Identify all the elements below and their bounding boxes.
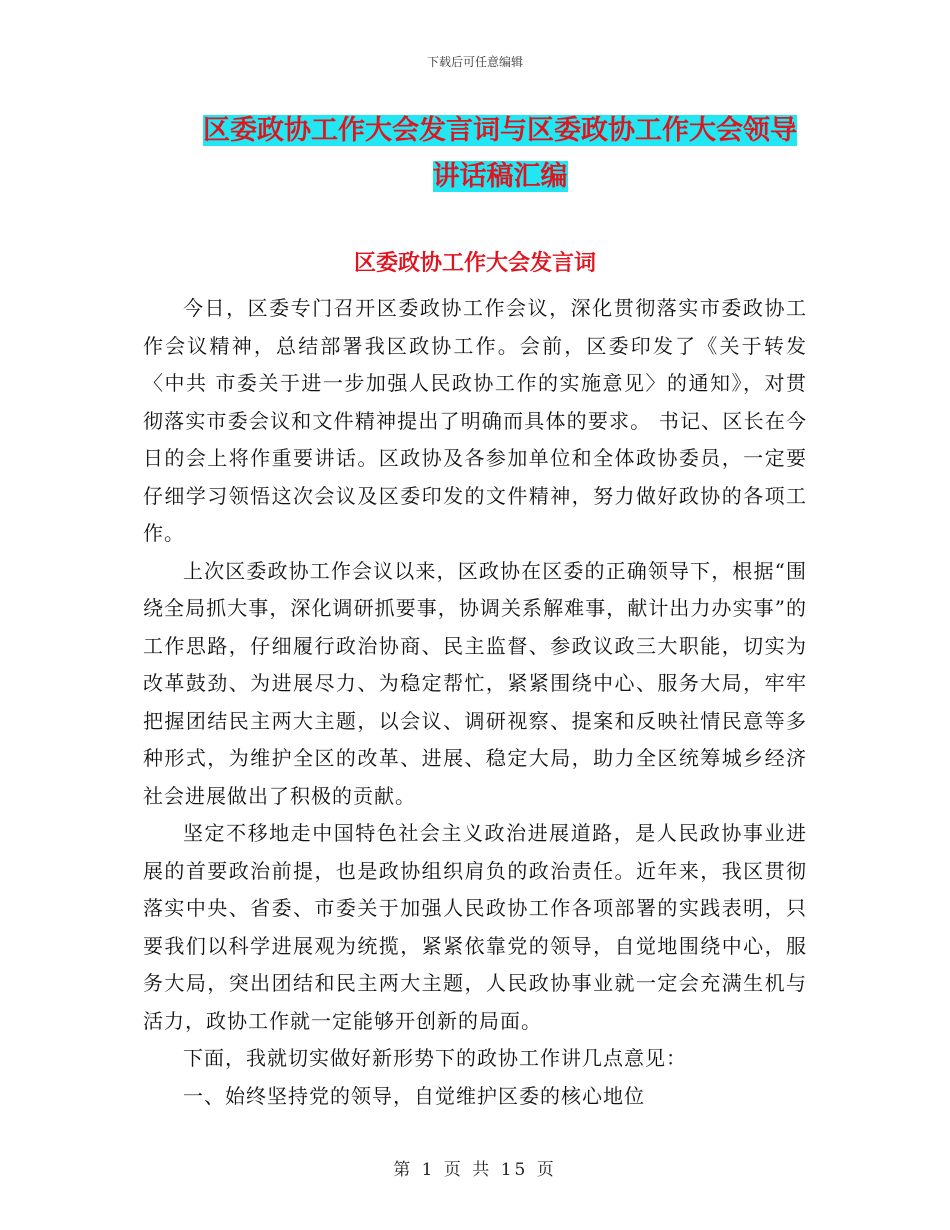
body-text bbox=[143, 290, 807, 1115]
paragraph: 一、始终坚持党的领导，自觉维护区委的核心地位 bbox=[183, 1083, 645, 1108]
document-title bbox=[190, 108, 810, 200]
paragraph: 今日，区委专门召开区委政协工作会议，深化贯彻落实市委政协工作会议精神，总结部署我区政协工作。会前，区委印发了《关于转发〈中共 市委关于进一步加强人民政协工作的实施意见〉的通知》，对贯彻落实市委会议和文件精神提出了明确而具体的要求。 书记、区长在今日的会上将作重要讲话。区政协及各参加单位和全体政协委员，一定要仔细学习领悟这次会议及区委印发的文件精神，努力做好政协的各项工作。 bbox=[143, 296, 807, 545]
header-note: 下载后可任意编辑 bbox=[426, 55, 523, 69]
document-title-text: 区委政协工作大会发言词与区委政协工作大会领导讲话稿汇编 bbox=[203, 115, 797, 192]
paragraph: 下面，我就切实做好新形势下的政协工作讲几点意见： bbox=[183, 1046, 687, 1070]
section-title: 区委政协工作大会发言词 bbox=[353, 251, 596, 276]
paragraph: 上次区委政协工作会议以来，区政协在区委的正确领导下，根据“围绕全局抓大事，深化调研抓要事，协调关系解难事，献计出力办实事”的工作思路，仔细履行政治协商、民主监督、参政议政三大职能，切实为改革鼓劲、为进展尽力、为稳定帮忙，紧紧围绕中心、服务大局，牢牢把握团结民主两大主题，以会议、调研视察、提案和反映社情民意等多种形式，为维护全区的改革、进展、稳定大局，助力全区统筹城乡经济社会进展做出了积极的贡献。 bbox=[143, 558, 807, 808]
paragraph: 坚定不移地走中国特色社会主义政治进展道路，是人民政协事业进展的首要政治前提，也是政协组织肩负的政治责任。近年来，我区贯彻落实中央、省委、市委关于加强人民政协工作各项部署的实践表明，只要我们以科学进展观为统揽，紧紧依靠党的领导，自觉地围绕中心，服务大局，突出团结和民主两大主题，人民政协事业就一定会充满生机与活力，政协工作就一定能够开创新的局面。 bbox=[143, 821, 807, 1033]
page-number: 第 1 页 共 15 页 bbox=[393, 1160, 557, 1180]
